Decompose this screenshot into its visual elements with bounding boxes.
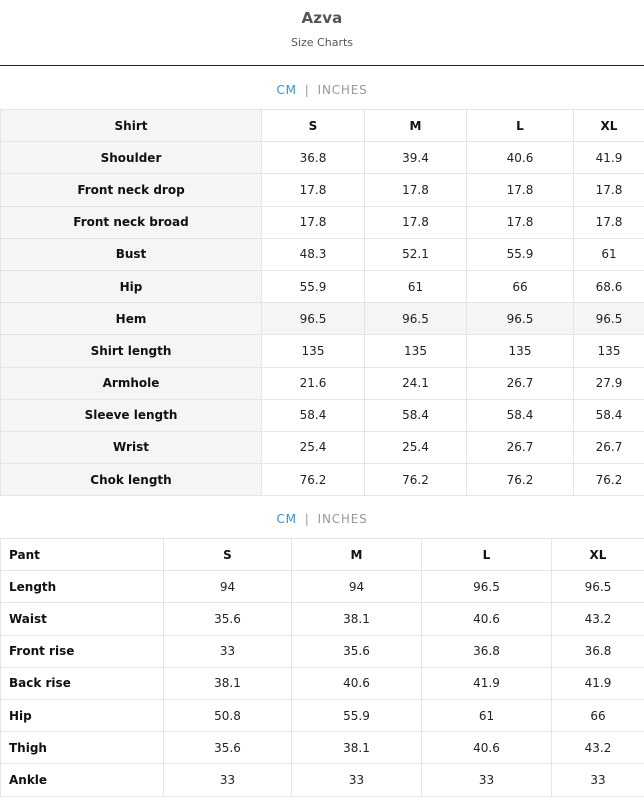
measurement-value: 33 bbox=[164, 764, 292, 796]
measurement-value: 39.4 bbox=[365, 142, 467, 174]
measurement-label: Front rise bbox=[1, 635, 164, 667]
measurement-value: 35.6 bbox=[164, 732, 292, 764]
measurement-value: 25.4 bbox=[262, 431, 365, 463]
measurement-value: 17.8 bbox=[574, 174, 644, 206]
table-row bbox=[1, 367, 644, 399]
measurement-value: 135 bbox=[262, 335, 365, 367]
measurement-label: Length bbox=[1, 571, 164, 603]
page-subtitle: Size Charts bbox=[290, 36, 354, 49]
measurement-value: 35.6 bbox=[292, 635, 422, 667]
measurement-value: 96.5 bbox=[552, 571, 644, 603]
column-header-size: M bbox=[365, 110, 467, 142]
measurement-label: Ankle bbox=[1, 764, 164, 796]
page-header bbox=[0, 0, 644, 66]
table-row bbox=[1, 270, 644, 302]
column-header-size: XL bbox=[574, 110, 644, 142]
measurement-value: 17.8 bbox=[574, 206, 644, 238]
table-row bbox=[1, 667, 644, 699]
measurement-value: 96.5 bbox=[467, 303, 574, 335]
measurement-value: 58.4 bbox=[262, 399, 365, 431]
measurement-label: Hip bbox=[1, 270, 262, 302]
table-header-row bbox=[1, 110, 644, 142]
measurement-value: 41.9 bbox=[574, 142, 644, 174]
inches-toggle[interactable]: INCHES bbox=[317, 512, 368, 526]
measurement-value: 58.4 bbox=[365, 399, 467, 431]
measurement-value: 38.1 bbox=[292, 603, 422, 635]
table-row bbox=[1, 603, 644, 635]
toggle-separator: | bbox=[304, 512, 310, 526]
table-row bbox=[1, 206, 644, 238]
table-row bbox=[1, 464, 644, 496]
measurement-label: Thigh bbox=[1, 732, 164, 764]
table-row bbox=[1, 303, 644, 335]
table-row bbox=[1, 238, 644, 270]
measurement-value: 135 bbox=[574, 335, 644, 367]
measurement-value: 55.9 bbox=[292, 699, 422, 731]
measurement-value: 36.8 bbox=[552, 635, 644, 667]
measurement-value: 21.6 bbox=[262, 367, 365, 399]
measurement-value: 135 bbox=[365, 335, 467, 367]
measurement-value: 68.6 bbox=[574, 270, 644, 302]
unit-toggle-shirt bbox=[0, 83, 644, 97]
table-row bbox=[1, 142, 644, 174]
column-header-size: L bbox=[422, 539, 552, 571]
measurement-value: 66 bbox=[552, 699, 644, 731]
measurement-label: Armhole bbox=[1, 367, 262, 399]
measurement-value: 33 bbox=[164, 635, 292, 667]
measurement-value: 76.2 bbox=[574, 464, 644, 496]
column-header-size: S bbox=[262, 110, 365, 142]
table-row bbox=[1, 732, 644, 764]
unit-toggle-pant bbox=[0, 512, 644, 526]
measurement-value: 17.8 bbox=[262, 174, 365, 206]
brand-title: Azva bbox=[301, 9, 343, 27]
measurement-value: 26.7 bbox=[574, 431, 644, 463]
measurement-value: 96.5 bbox=[422, 571, 552, 603]
toggle-separator: | bbox=[304, 83, 310, 97]
measurement-value: 94 bbox=[164, 571, 292, 603]
measurement-label: Front neck drop bbox=[1, 174, 262, 206]
column-header-size: S bbox=[164, 539, 292, 571]
column-header-size: L bbox=[467, 110, 574, 142]
measurement-value: 43.2 bbox=[552, 732, 644, 764]
measurement-value: 36.8 bbox=[262, 142, 365, 174]
measurement-value: 48.3 bbox=[262, 238, 365, 270]
measurement-label: Chok length bbox=[1, 464, 262, 496]
measurement-value: 26.7 bbox=[467, 431, 574, 463]
table-header-row bbox=[1, 539, 644, 571]
measurement-label: Hem bbox=[1, 303, 262, 335]
column-header-size: XL bbox=[552, 539, 644, 571]
measurement-value: 24.1 bbox=[365, 367, 467, 399]
measurement-value: 17.8 bbox=[365, 206, 467, 238]
measurement-label: Shoulder bbox=[1, 142, 262, 174]
pant-size-table bbox=[0, 538, 644, 797]
measurement-value: 35.6 bbox=[164, 603, 292, 635]
table-row bbox=[1, 335, 644, 367]
measurement-value: 26.7 bbox=[467, 367, 574, 399]
table-row bbox=[1, 635, 644, 667]
measurement-value: 33 bbox=[292, 764, 422, 796]
measurement-label: Shirt length bbox=[1, 335, 262, 367]
measurement-value: 55.9 bbox=[262, 270, 365, 302]
measurement-label: Front neck broad bbox=[1, 206, 262, 238]
measurement-value: 41.9 bbox=[552, 667, 644, 699]
measurement-value: 25.4 bbox=[365, 431, 467, 463]
measurement-value: 33 bbox=[422, 764, 552, 796]
measurement-value: 17.8 bbox=[467, 206, 574, 238]
measurement-value: 41.9 bbox=[422, 667, 552, 699]
measurement-value: 40.6 bbox=[467, 142, 574, 174]
measurement-value: 135 bbox=[467, 335, 574, 367]
measurement-value: 94 bbox=[292, 571, 422, 603]
cm-toggle[interactable]: CM bbox=[276, 83, 297, 97]
table-row bbox=[1, 571, 644, 603]
table-row bbox=[1, 764, 644, 796]
measurement-value: 76.2 bbox=[467, 464, 574, 496]
measurement-value: 38.1 bbox=[292, 732, 422, 764]
measurement-value: 40.6 bbox=[422, 732, 552, 764]
measurement-label: Wrist bbox=[1, 431, 262, 463]
measurement-value: 66 bbox=[467, 270, 574, 302]
cm-toggle[interactable]: CM bbox=[276, 512, 297, 526]
measurement-value: 17.8 bbox=[262, 206, 365, 238]
inches-toggle[interactable]: INCHES bbox=[317, 83, 368, 97]
measurement-label: Bust bbox=[1, 238, 262, 270]
column-header-size: M bbox=[292, 539, 422, 571]
measurement-value: 50.8 bbox=[164, 699, 292, 731]
measurement-value: 58.4 bbox=[574, 399, 644, 431]
measurement-value: 38.1 bbox=[164, 667, 292, 699]
measurement-value: 96.5 bbox=[574, 303, 644, 335]
measurement-value: 61 bbox=[422, 699, 552, 731]
measurement-value: 61 bbox=[574, 238, 644, 270]
column-header-measurement: Pant bbox=[1, 539, 164, 571]
measurement-value: 17.8 bbox=[365, 174, 467, 206]
table-row bbox=[1, 174, 644, 206]
measurement-label: Sleeve length bbox=[1, 399, 262, 431]
measurement-label: Back rise bbox=[1, 667, 164, 699]
measurement-value: 76.2 bbox=[262, 464, 365, 496]
measurement-value: 17.8 bbox=[467, 174, 574, 206]
measurement-value: 40.6 bbox=[422, 603, 552, 635]
table-row bbox=[1, 399, 644, 431]
measurement-value: 61 bbox=[365, 270, 467, 302]
measurement-value: 96.5 bbox=[262, 303, 365, 335]
shirt-size-table bbox=[0, 109, 644, 496]
measurement-value: 58.4 bbox=[467, 399, 574, 431]
measurement-value: 36.8 bbox=[422, 635, 552, 667]
table-row bbox=[1, 699, 644, 731]
measurement-label: Waist bbox=[1, 603, 164, 635]
measurement-value: 96.5 bbox=[365, 303, 467, 335]
measurement-value: 76.2 bbox=[365, 464, 467, 496]
measurement-value: 43.2 bbox=[552, 603, 644, 635]
measurement-label: Hip bbox=[1, 699, 164, 731]
measurement-value: 27.9 bbox=[574, 367, 644, 399]
measurement-value: 40.6 bbox=[292, 667, 422, 699]
measurement-value: 52.1 bbox=[365, 238, 467, 270]
measurement-value: 33 bbox=[552, 764, 644, 796]
column-header-measurement: Shirt bbox=[1, 110, 262, 142]
table-row bbox=[1, 431, 644, 463]
measurement-value: 55.9 bbox=[467, 238, 574, 270]
